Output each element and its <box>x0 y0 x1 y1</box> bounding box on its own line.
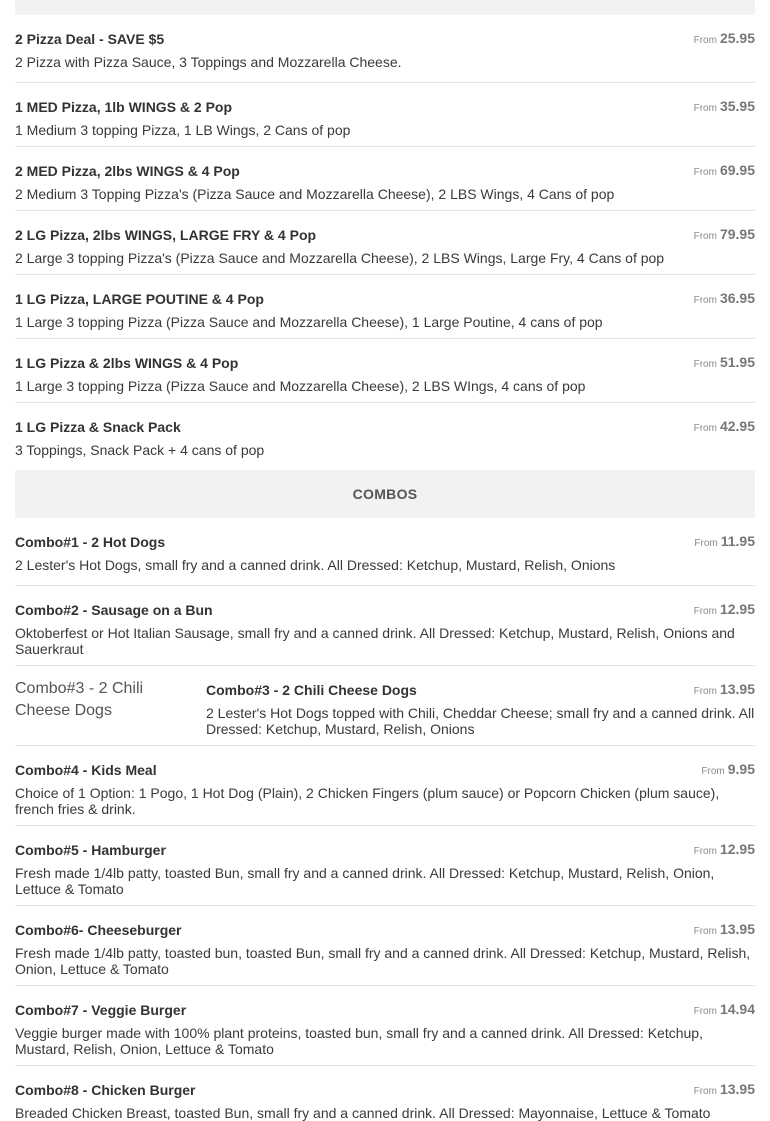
item-price <box>694 30 755 48</box>
item-description: Choice of 1 Option: 1 Pogo, 1 Hot Dog (Plain), 2 Chicken Fingers (plum sauce) or Popcorn Chicken (plum sauce), french fries & drink. <box>15 785 720 817</box>
menu-item[interactable] <box>15 986 755 1066</box>
menu-item[interactable] <box>15 586 755 666</box>
item-name: 2 LG Pizza, 2lbs WINGS, LARGE FRY & 4 Pop <box>15 227 317 243</box>
item-price <box>694 1081 755 1099</box>
menu-item[interactable] <box>15 147 755 211</box>
item-price <box>694 162 755 180</box>
item-description: 2 Medium 3 Topping Pizza's (Pizza Sauce and Mozzarella Cheese), 2 LBS Wings, 4 Cans of pop <box>15 186 615 202</box>
menu-item[interactable] <box>15 339 755 403</box>
menu-item[interactable] <box>15 403 755 470</box>
item-description: 2 Lester's Hot Dogs topped with Chili, Cheddar Cheese; small fry and a canned drink. All Dressed: Ketchup, Mustard, Relish, Onions <box>206 705 755 737</box>
item-name: 2 Pizza Deal - SAVE $5 <box>15 31 165 47</box>
price-from-label: From <box>693 926 717 937</box>
item-description: 3 Toppings, Snack Pack + 4 cans of pop <box>15 442 265 458</box>
menu-item[interactable] <box>15 275 755 339</box>
item-price <box>694 226 755 244</box>
item-description: 1 Large 3 topping Pizza (Pizza Sauce and Mozzarella Cheese), 1 Large Poutine, 4 cans of pop <box>15 314 603 330</box>
item-name: Combo#1 - 2 Hot Dogs <box>15 534 166 550</box>
price-from-label: From <box>693 1086 717 1097</box>
item-name: Combo#7 - Veggie Burger <box>15 1002 187 1018</box>
item-name: 2 MED Pizza, 2lbs WINGS & 4 Pop <box>15 163 240 179</box>
price-amount: 11.95 <box>720 533 755 549</box>
item-price <box>694 354 755 372</box>
menu-item[interactable] <box>15 906 755 986</box>
item-name: 1 MED Pizza, 1lb WINGS & 2 Pop <box>15 99 233 115</box>
item-description: Fresh made 1/4lb patty, toasted bun, toasted Bun, small fry and a canned drink. All Dressed: Ketchup, Mustard, Relish, Onion, Lettuce & Tomato <box>15 945 751 977</box>
menu-item[interactable] <box>15 211 755 275</box>
item-name: Combo#2 - Sausage on a Bun <box>15 602 213 618</box>
item-price <box>694 1001 755 1019</box>
item-description: 1 Large 3 topping Pizza (Pizza Sauce and Mozzarella Cheese), 2 LBS WIngs, 4 cans of pop <box>15 378 586 394</box>
item-description: 2 Lester's Hot Dogs, small fry and a canned drink. All Dressed: Ketchup, Mustard, Relish, Onions <box>15 557 616 573</box>
price-amount: 51.95 <box>719 354 755 370</box>
item-description: Fresh made 1/4lb patty, toasted Bun, small fry and a canned drink. All Dressed: Ketchup, Mustard, Relish, Onion, Lettuce & Tomato <box>15 865 715 897</box>
item-price <box>694 921 755 939</box>
price-amount: 35.95 <box>719 98 755 114</box>
item-price <box>694 601 755 619</box>
item-description: Oktoberfest or Hot Italian Sausage, small fry and a canned drink. All Dressed: Ketchup, Mustard, Relish, Onions and Sauerkraut <box>15 625 735 657</box>
section-header-band <box>15 0 755 15</box>
item-price <box>694 533 755 551</box>
price-amount: 79.95 <box>719 226 755 242</box>
item-name: Combo#5 - Hamburger <box>15 842 166 858</box>
price-from-label: From <box>693 359 717 370</box>
price-amount: 42.95 <box>719 418 755 434</box>
price-amount: 12.95 <box>719 601 755 617</box>
item-name: Combo#3 - 2 Chili Cheese Dogs <box>206 682 417 698</box>
price-from-label: From <box>693 295 717 306</box>
item-description: Breaded Chicken Breast, toasted Bun, small fry and a canned drink. All Dressed: Mayonnaise, Lettuce & Tomato <box>15 1105 711 1121</box>
item-price <box>694 681 755 699</box>
price-from-label: From <box>693 606 717 617</box>
price-amount: 14.94 <box>719 1001 755 1017</box>
price-from-label: From <box>693 231 717 242</box>
item-name: Combo#4 - Kids Meal <box>15 762 157 778</box>
item-price <box>694 98 755 116</box>
item-name: 1 LG Pizza, LARGE POUTINE & 4 Pop <box>15 291 264 307</box>
menu-item[interactable] <box>15 1066 755 1121</box>
menu-list <box>15 15 755 1121</box>
menu-item[interactable] <box>15 518 755 586</box>
price-amount: 9.95 <box>727 761 755 777</box>
price-amount: 13.95 <box>719 681 755 697</box>
price-amount: 13.95 <box>719 1081 755 1097</box>
item-name: 1 LG Pizza & Snack Pack <box>15 419 181 435</box>
price-amount: 25.95 <box>719 30 755 46</box>
price-from-label: From <box>694 538 718 549</box>
menu-item[interactable] <box>15 83 755 147</box>
menu-item[interactable] <box>15 826 755 906</box>
item-description: 1 Medium 3 topping Pizza, 1 LB Wings, 2 Cans of pop <box>15 122 351 138</box>
item-name: 1 LG Pizza & 2lbs WINGS & 4 Pop <box>15 355 239 371</box>
price-from-label: From <box>693 1006 717 1017</box>
price-from-label: From <box>693 423 717 434</box>
menu-item[interactable] <box>15 666 755 746</box>
item-name: Combo#6- Cheeseburger <box>15 922 182 938</box>
item-image[interactable]: Combo#3 - 2 Chili Cheese Dogs <box>15 680 144 719</box>
item-description: Veggie burger made with 100% plant proteins, toasted bun, small fry and a canned drink. All Dressed: Ketchup, Mustard, Relish, Onion, Lettuce & Tomato <box>15 1025 703 1057</box>
menu-item[interactable] <box>15 746 755 826</box>
price-from-label: From <box>693 686 717 697</box>
price-amount: 12.95 <box>719 841 755 857</box>
item-price <box>694 418 755 436</box>
item-description: 2 Large 3 topping Pizza's (Pizza Sauce and Mozzarella Cheese), 2 LBS Wings, Large Fry, 4 Cans of pop <box>15 250 665 266</box>
menu-item[interactable] <box>15 15 755 83</box>
price-amount: 13.95 <box>719 921 755 937</box>
item-name: Combo#8 - Chicken Burger <box>15 1082 196 1098</box>
price-from-label: From <box>693 35 717 46</box>
section-header-combos: COMBOS <box>15 470 755 518</box>
item-price <box>694 841 755 859</box>
price-amount: 69.95 <box>719 162 755 178</box>
price-from-label: From <box>693 167 717 178</box>
price-amount: 36.95 <box>719 290 755 306</box>
item-price <box>694 290 755 308</box>
price-from-label: From <box>693 103 717 114</box>
item-description: 2 Pizza with Pizza Sauce, 3 Toppings and Mozzarella Cheese. <box>15 54 402 70</box>
item-price <box>701 761 755 779</box>
price-from-label: From <box>701 766 725 777</box>
price-from-label: From <box>693 846 717 857</box>
